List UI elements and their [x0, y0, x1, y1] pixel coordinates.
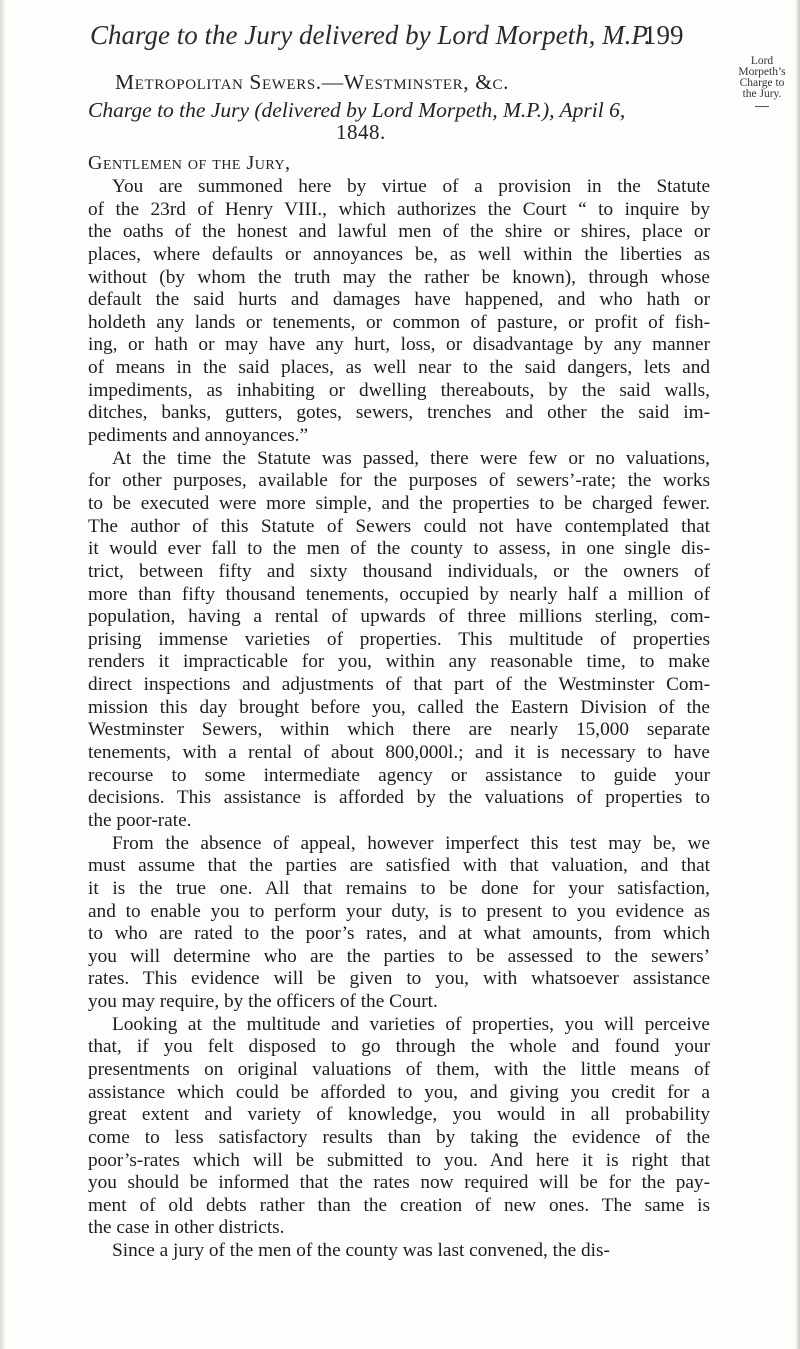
body-text	[88, 176, 710, 1263]
text-line: pediments and annoyances.”	[88, 425, 309, 447]
margin-note-rule	[755, 106, 769, 107]
text-line: for other purposes, available for the purposes of sewers’-rate; the works	[88, 470, 710, 492]
page-number: 199	[643, 20, 684, 50]
text-line: The author of this Statute of Sewers could not have contemplated that	[88, 515, 710, 537]
text-line: you may require, by the officers of the Court.	[88, 991, 438, 1013]
text-line: mission this day brought before you, called the Eastern Division of the	[88, 696, 710, 718]
text-line: it is the true one. All that remains to be done for your satisfaction,	[88, 877, 710, 899]
text-line: ment of old debts rather than the creation of new ones. The same is	[88, 1194, 710, 1216]
margin-note-line: Morpeth’s	[738, 66, 786, 78]
text-line: of means in the said places, as well near to the said dangers, lets and	[88, 357, 710, 379]
salutation: Gentlemen of the Jury,	[88, 152, 291, 174]
section-subtitle: Charge to the Jury (delivered by Lord Morpeth, M.P.), April 6,	[88, 98, 626, 122]
text-line: come to less satisfactory results than by taking the evidence of the	[88, 1126, 710, 1148]
text-line: places, where defaults or annoyances be, as well within the liberties as	[88, 243, 710, 265]
text-line: it would ever fall to the men of the county to assess, in one single dis-	[88, 538, 710, 560]
text-line: ing, or hath or may have any hurt, loss, or disadvantage by any manner	[88, 334, 710, 356]
text-line: population, having a rental of upwards of three millions sterling, com-	[88, 606, 710, 628]
margin-note-line: Charge to	[739, 77, 785, 89]
text-line: Since a jury of the men of the county was last convened, the dis-	[112, 1240, 610, 1262]
text-line: of the 23rd of Henry VIII., which authorizes the Court “ to inquire by	[88, 198, 710, 220]
text-line: you should be informed that the rates now required will be for the pay-	[88, 1172, 710, 1194]
text-line: ditches, banks, gutters, gotes, sewers, trenches and other the said im-	[88, 402, 710, 424]
text-line: that, if you felt disposed to go through the whole and found your	[88, 1036, 710, 1058]
text-line: and to enable you to perform your duty, is to present to you evidence as	[88, 900, 710, 922]
text-line: prising immense varieties of properties. This multitude of properties	[88, 628, 710, 650]
text-line: renders it impracticable for you, within any reasonable time, to make	[88, 651, 710, 673]
text-line: poor’s-rates which will be submitted to you. And here it is right that	[88, 1149, 710, 1171]
text-line: more than fifty thousand tenements, occupied by nearly half a million of	[88, 583, 710, 605]
text-line: tenements, with a rental of about 800,000l.; and it is necessary to have	[88, 742, 710, 764]
text-line: must assume that the parties are satisfied with that valuation, and that	[88, 855, 710, 877]
text-line: the oaths of the honest and lawful men of the shire or shires, place or	[88, 221, 710, 243]
text-line: recourse to some intermediate agency or assistance to guide your	[88, 764, 710, 786]
running-head: Charge to the Jury delivered by Lord Morpeth, M.P.	[90, 20, 652, 50]
text-line: holdeth any lands or tenements, or common of pasture, or profit of fish-	[88, 311, 710, 333]
text-line: to be executed were more simple, and the properties to be charged fewer.	[88, 492, 710, 514]
margin-note-line: the Jury.	[742, 88, 782, 100]
text-line: Westminster Sewers, within which there are nearly 15,000 separate	[88, 719, 710, 741]
text-line: great extent and variety of knowledge, you would in all probability	[88, 1104, 710, 1126]
text-line: you will determine who are the parties to be assessed to the sewers’	[88, 945, 710, 967]
text-line: impediments, as inhabiting or dwelling thereabouts, by the said walls,	[88, 379, 710, 401]
section-title: Metropolitan Sewers.—Westminster, &c.	[115, 70, 510, 94]
text-line: From the absence of appeal, however imperfect this test may be, we	[112, 832, 710, 854]
margin-note	[728, 56, 796, 107]
text-line: direct inspections and adjustments of that part of the Westminster Com-	[88, 674, 710, 696]
page-edge-shadow	[795, 0, 800, 1349]
text-line: You are summoned here by virtue of a provision in the Statute	[112, 176, 710, 197]
text-line: the poor-rate.	[88, 809, 192, 831]
text-line: rates. This evidence will be given to you, with whatsoever assistance	[88, 968, 710, 990]
text-line: presentments on original valuations of them, with the little means of	[88, 1058, 710, 1080]
text-line: to who are rated to the poor’s rates, and at what amounts, from which	[88, 923, 710, 945]
text-line: assistance which could be afforded to you, and giving you credit for a	[88, 1081, 710, 1103]
text-line: the case in other districts.	[88, 1217, 285, 1239]
page-gutter-shadow	[0, 0, 6, 1349]
section-year: 1848.	[336, 120, 386, 144]
text-line: without (by whom the truth may the rather be known), through whose	[88, 266, 710, 288]
text-line: trict, between fifty and sixty thousand individuals, or the owners of	[88, 560, 710, 582]
text-line: At the time the Statute was passed, there were few or no valuations,	[112, 447, 710, 469]
margin-note-line: Lord	[750, 55, 774, 67]
text-line: default the said hurts and damages have happened, and who hath or	[88, 289, 710, 311]
text-line: Looking at the multitude and varieties of properties, you will perceive	[112, 1013, 710, 1035]
text-line: decisions. This assistance is afforded by the valuations of properties to	[88, 787, 710, 809]
